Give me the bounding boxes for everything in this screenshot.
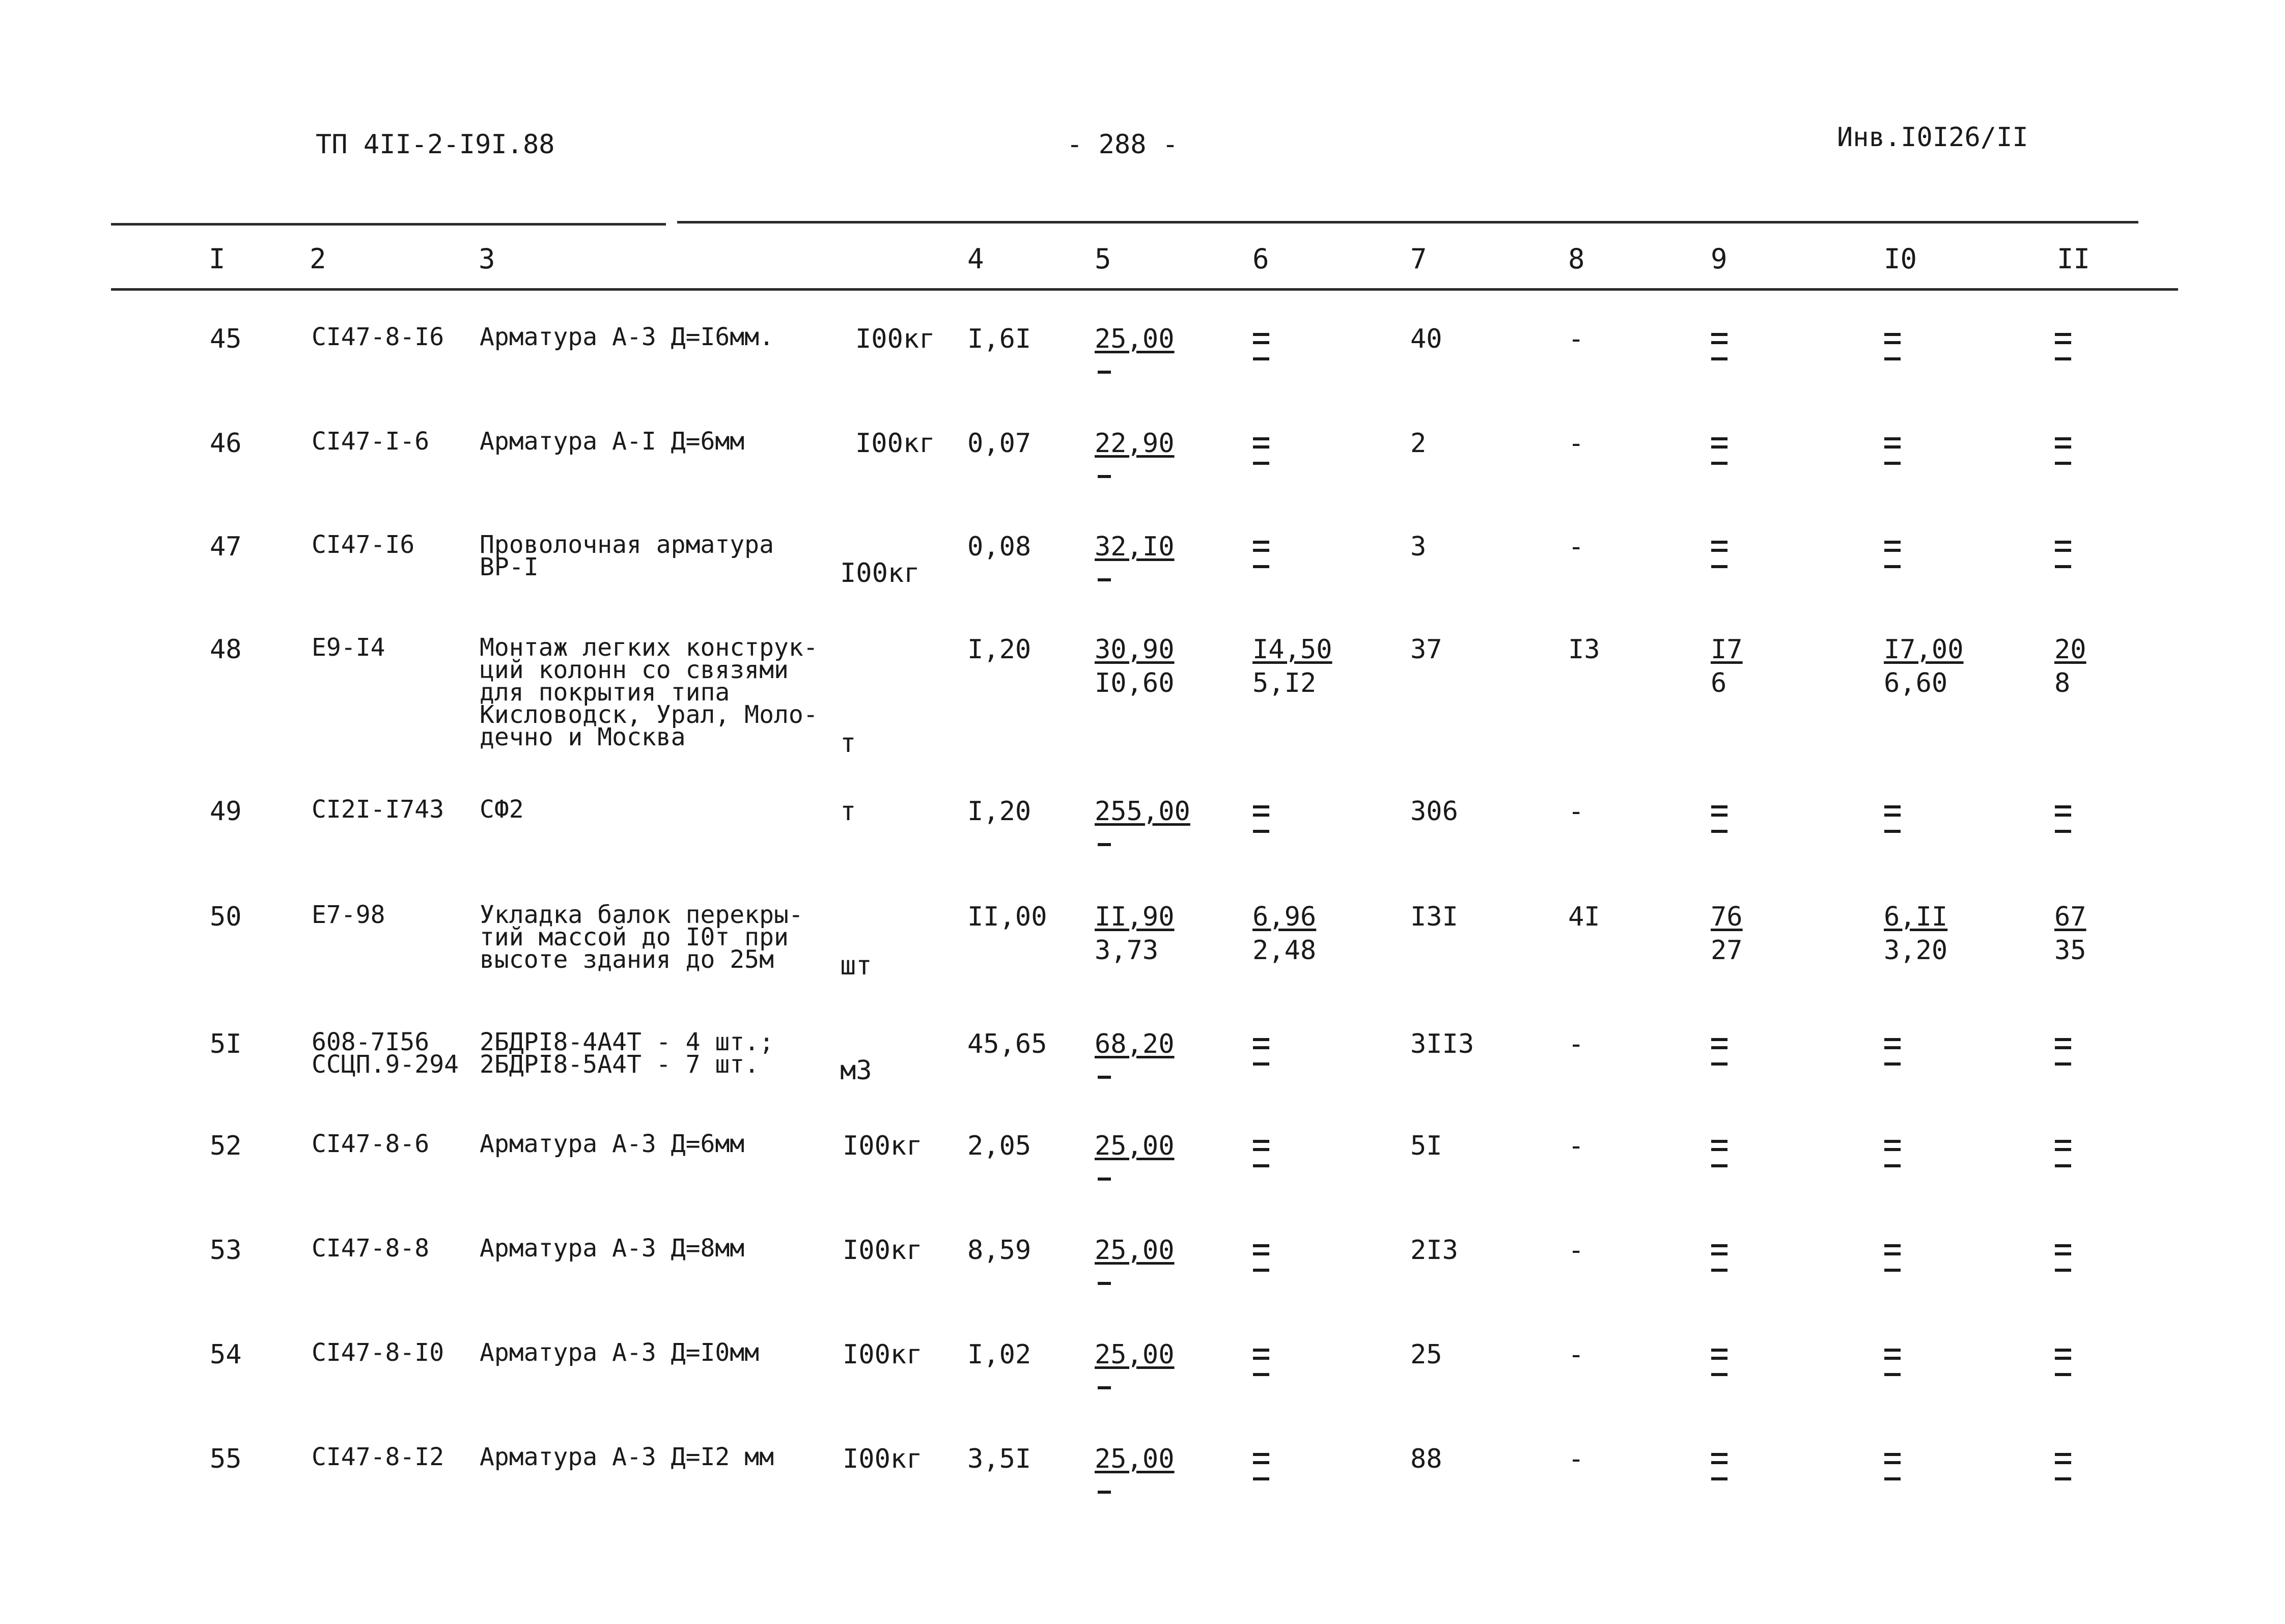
column-9-dash-sign [1708,1133,1731,1173]
row-number: 50 [210,902,242,932]
column-9-dash-sign [1708,1237,1731,1278]
column-8-value: - [1568,796,1584,827]
row-number: 47 [210,531,242,562]
unit-price [1095,1133,1175,1181]
column-7-value: I3I [1410,902,1458,932]
table-top-rule-right [677,221,2138,223]
row-number: 45 [210,324,242,354]
resource-code-line: 608-7I56 [312,1028,430,1056]
column-10-value-top: 6,II [1884,902,1948,932]
unit-of-measure: шт [840,950,872,981]
work-description-line: высоте здания до 25м [480,945,774,974]
unit-price-top: 25,00 [1095,1235,1175,1266]
unit-price-top: 22,90 [1095,428,1175,459]
column-8-value: - [1568,531,1584,562]
column-11-dash-sign [2052,1446,2074,1487]
document-code: ТП 4II-2-I9I.88 [316,129,555,160]
column-10-value [1884,636,1964,696]
unit-price [1095,1446,1175,1494]
quantity: II,00 [967,902,1047,932]
quantity: 3,5I [967,1444,1032,1474]
row-number: 49 [210,796,242,827]
work-description-line: Арматура А-3 Д=I2 мм [480,1443,774,1471]
column-11-value [2054,904,2086,964]
unit-of-measure: I00кг [843,1339,923,1370]
resource-code-line: E7-98 [312,901,385,929]
column-8-value: - [1568,1235,1584,1266]
quantity: I,02 [967,1339,1032,1370]
resource-code [312,1028,459,1079]
column-number: 6 [1252,243,1269,275]
resource-code [312,530,415,559]
work-description-line: Арматура А-3 Д=6мм [480,1130,745,1158]
column-7-value: 2I3 [1410,1235,1458,1266]
resource-code-line: CI47-8-I2 [312,1443,444,1471]
column-11-dash-sign [2052,1237,2074,1278]
unit-price [1095,1237,1175,1285]
unit-price-top: 25,00 [1095,1339,1175,1370]
unit-price [1095,430,1175,478]
column-number: I [209,243,226,275]
resource-code [312,1443,444,1471]
inventory-number: Инв.I0I26/II [1837,122,2028,153]
quantity: 0,07 [967,428,1032,459]
column-8-value: - [1568,1029,1584,1059]
column-6-value-bottom: 5,I2 [1252,668,1317,698]
column-7-value: 37 [1410,634,1442,665]
column-8-value: - [1568,324,1584,354]
column-number: 5 [1095,243,1111,275]
work-description-line: ций колонн со связями [480,656,789,684]
unit-price-top: 255,00 [1095,796,1190,827]
resource-code-line: CI47-8-8 [312,1234,430,1263]
resource-code-line: CI47-I-6 [312,427,430,456]
unit-of-measure: I00кг [855,428,935,459]
unit-price-top: 30,90 [1095,634,1175,665]
work-description [480,901,803,974]
column-11-dash-sign [2052,1133,2074,1173]
quantity: I,6I [967,324,1032,354]
column-6-dash-sign [1250,1133,1272,1173]
unit-price-top: II,90 [1095,902,1175,932]
column-8-value: I3 [1568,634,1600,665]
column-6-dash-sign [1250,534,1272,574]
resource-code-line: CI2I-I743 [312,795,444,824]
resource-code [312,427,430,456]
column-7-value: 88 [1410,1444,1442,1474]
column-6-dash-sign [1250,798,1272,839]
column-9-dash-sign [1708,1341,1731,1382]
column-9-dash-sign [1708,798,1731,839]
column-11-value-top: 67 [2054,902,2086,932]
column-10-value-top: I7,00 [1884,634,1964,665]
quantity: I,20 [967,796,1032,827]
unit-price-dash [1098,1386,1111,1389]
work-description-line: Монтаж легких конструк- [480,633,818,662]
column-9-dash-sign [1708,1446,1731,1487]
unit-price [1095,326,1175,374]
column-10-dash-sign [1881,1446,1904,1487]
resource-code [312,1234,430,1263]
unit-of-measure: I00кг [840,558,920,589]
column-7-value: 306 [1410,796,1458,827]
work-description [480,1130,745,1158]
work-description [480,530,774,581]
resource-code-line: ССЦП.9-294 [312,1050,459,1079]
column-10-dash-sign [1881,1133,1904,1173]
work-description-line: Кисловодск, Урал, Моло- [480,701,818,729]
unit-of-measure: I00кг [855,324,935,354]
column-7-value: 40 [1410,324,1442,354]
column-6-value [1252,636,1332,696]
resource-code [312,795,444,824]
unit-price-dash [1098,371,1111,374]
column-7-value: 3 [1410,531,1427,562]
work-description [480,1028,774,1079]
work-description-line: Арматура А-I Д=6мм [480,427,745,456]
column-9-value-top: 76 [1711,902,1743,932]
column-10-value [1884,904,1947,964]
column-11-value-top: 20 [2054,634,2086,665]
unit-of-measure: I00кг [843,1235,923,1266]
column-8-value: - [1568,428,1584,459]
work-description-line: 2БДРI8-5А4Т - 7 шт. [480,1050,760,1079]
column-9-value-bottom: 6 [1711,668,1727,698]
column-number: 3 [479,243,495,275]
column-10-dash-sign [1881,1031,1904,1072]
column-11-dash-sign [2052,326,2074,367]
column-11-dash-sign [2052,798,2074,839]
unit-price [1095,1031,1175,1079]
work-description-line: СФ2 [480,795,524,824]
resource-code [312,323,444,351]
column-9-dash-sign [1708,534,1731,574]
column-number: II [2057,243,2091,275]
column-10-dash-sign [1881,1341,1904,1382]
work-description-line: Арматура А-3 Д=8мм [480,1234,745,1263]
column-6-value-bottom: 2,48 [1252,935,1317,966]
column-9-value-bottom: 27 [1711,935,1743,966]
column-9-value [1711,636,1743,696]
work-description [480,795,524,824]
work-description-line: Арматура А-3 Д=I6мм. [480,323,774,351]
resource-code-line: CI47-8-I0 [312,1338,444,1367]
column-7-value: 2 [1410,428,1427,459]
unit-price [1095,798,1190,846]
column-11-value-bottom: 8 [2054,668,2071,698]
column-number: 2 [310,243,326,275]
unit-price-top: 25,00 [1095,1131,1175,1161]
column-number: I0 [1884,243,1917,275]
unit-of-measure: м3 [840,1055,872,1086]
column-6-value-top: I4,50 [1252,634,1332,665]
column-8-value: - [1568,1339,1584,1370]
column-6-dash-sign [1250,326,1272,367]
unit-price-top: 32,I0 [1095,531,1175,562]
work-description-line: тий массой до I0т при [480,923,789,951]
quantity: I,20 [967,634,1032,665]
column-6-dash-sign [1250,1031,1272,1072]
unit-price-dash [1098,578,1111,581]
quantity: 0,08 [967,531,1032,562]
column-6-value [1252,904,1316,964]
resource-code [312,1130,430,1158]
resource-code [312,633,385,662]
column-10-dash-sign [1881,534,1904,574]
unit-of-measure: т [840,796,856,827]
unit-price-dash [1098,1282,1111,1285]
column-9-dash-sign [1708,430,1731,471]
resource-code-line: CI47-8-6 [312,1130,430,1158]
column-10-value-bottom: 6,60 [1884,668,1948,698]
resource-code [312,1338,444,1367]
row-number: 53 [210,1235,242,1266]
unit-of-measure: т [840,728,856,759]
column-6-dash-sign [1250,1446,1272,1487]
column-11-value [2054,636,2086,696]
row-number: 48 [210,634,242,665]
column-number: 9 [1711,243,1727,275]
column-10-dash-sign [1881,1237,1904,1278]
quantity: 45,65 [967,1029,1047,1059]
column-7-value: 3II3 [1410,1029,1474,1059]
column-6-dash-sign [1250,1237,1272,1278]
table-header-rule [111,288,2178,291]
work-description [480,323,774,351]
work-description [480,1443,774,1471]
unit-of-measure: I00кг [843,1131,923,1161]
quantity: 2,05 [967,1131,1032,1161]
unit-price-bottom: I0,60 [1095,668,1175,698]
column-10-dash-sign [1881,798,1904,839]
unit-price [1095,1341,1175,1389]
unit-price-dash [1098,1178,1111,1181]
quantity: 8,59 [967,1235,1032,1266]
column-9-value [1711,904,1743,964]
unit-of-measure: I00кг [843,1444,923,1474]
unit-price-dash [1098,475,1111,478]
unit-price-top: 68,20 [1095,1029,1175,1059]
page-number: - 288 - [1067,129,1179,160]
unit-price-top: 25,00 [1095,324,1175,354]
column-8-value: - [1568,1444,1584,1474]
column-11-dash-sign [2052,430,2074,471]
work-description [480,633,818,751]
column-10-dash-sign [1881,430,1904,471]
resource-code-line: CI47-I6 [312,530,415,559]
resource-code [312,901,385,929]
work-description-line: дечно и Москва [480,723,686,751]
work-description-line: Арматура А-3 Д=I0мм [480,1338,760,1367]
column-8-value: 4I [1568,902,1600,932]
column-10-value-bottom: 3,20 [1884,935,1948,966]
column-11-value-bottom: 35 [2054,935,2086,966]
unit-price-bottom: 3,73 [1095,935,1159,966]
column-6-dash-sign [1250,430,1272,471]
column-9-value-top: I7 [1711,634,1743,665]
column-11-dash-sign [2052,534,2074,574]
column-6-value-top: 6,96 [1252,902,1317,932]
column-9-dash-sign [1708,1031,1731,1072]
column-number: 7 [1410,243,1427,275]
unit-price-dash [1098,1076,1111,1079]
row-number: 55 [210,1444,242,1474]
work-description-line: ВР-I [480,553,539,581]
work-description-line: Укладка балок перекры- [480,901,803,929]
work-description [480,1338,760,1367]
unit-price [1095,531,1175,581]
unit-price-dash [1098,1491,1111,1494]
resource-code-line: E9-I4 [312,633,385,662]
work-description-line: для покрытия типа [480,678,730,707]
work-description-line: Проволочная арматура [480,530,774,559]
resource-code-line: CI47-8-I6 [312,323,444,351]
work-description-line: 2БДРI8-4А4Т - 4 шт.; [480,1028,774,1056]
column-number: 8 [1568,243,1585,275]
column-9-dash-sign [1708,326,1731,367]
row-number: 54 [210,1339,242,1370]
unit-price [1095,904,1175,964]
column-11-dash-sign [2052,1341,2074,1382]
column-8-value: - [1568,1131,1584,1161]
work-description [480,427,745,456]
column-7-value: 5I [1410,1131,1442,1161]
row-number: 46 [210,428,242,459]
column-10-dash-sign [1881,326,1904,367]
table-top-rule-left [111,223,666,226]
column-6-dash-sign [1250,1341,1272,1382]
column-number: 4 [967,243,984,275]
column-11-dash-sign [2052,1031,2074,1072]
unit-price-top: 25,00 [1095,1444,1175,1474]
unit-price [1095,636,1175,696]
column-7-value: 25 [1410,1339,1442,1370]
row-number: 52 [210,1131,242,1161]
unit-price-dash [1098,843,1111,846]
row-number: 5I [210,1029,242,1059]
work-description [480,1234,745,1263]
